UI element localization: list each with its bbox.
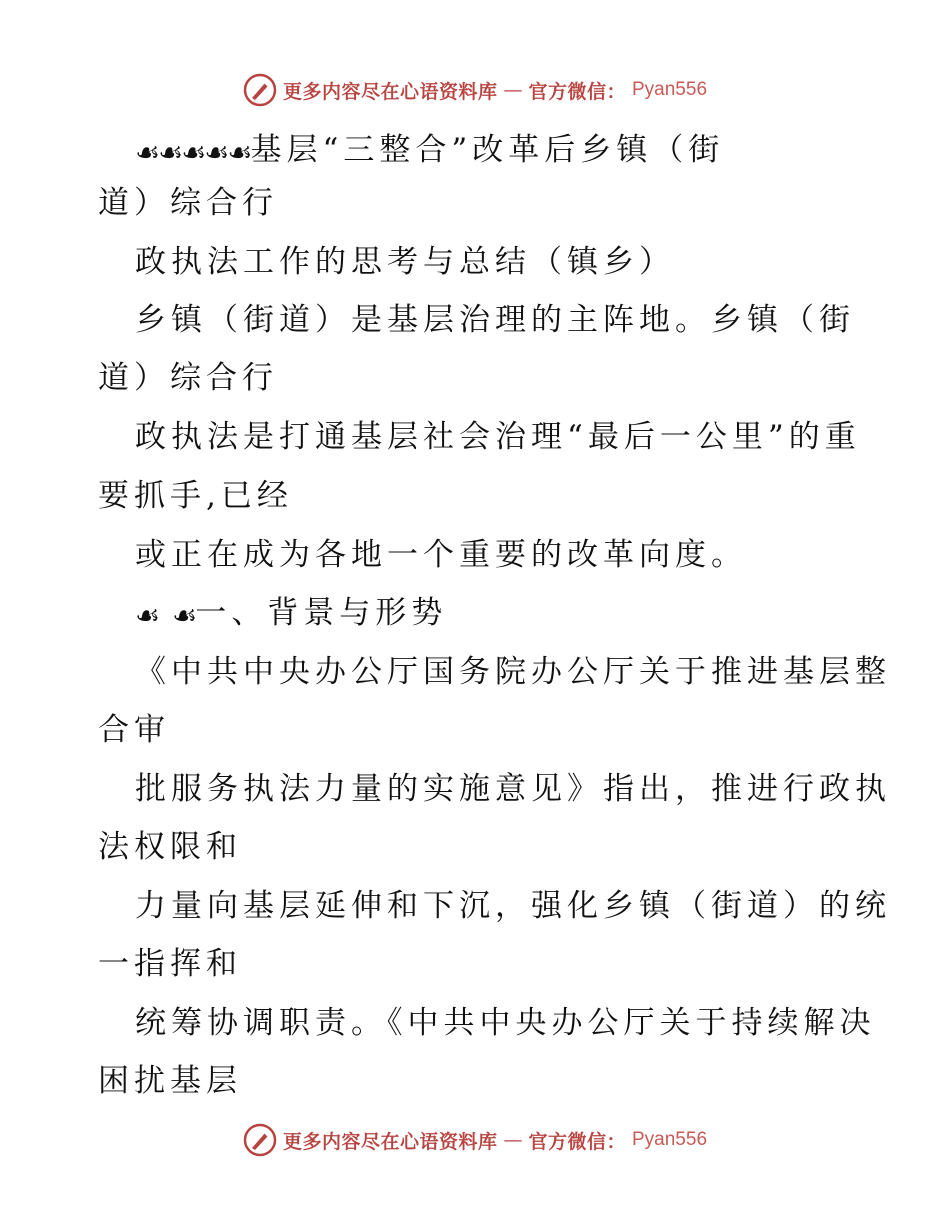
floral-ornament-icon: ☙ [135,599,159,632]
title-line-1 [135,130,724,170]
banner-label: 官方微信： [528,1130,626,1153]
header-watermark-banner [0,70,950,110]
paragraph-line: 合审 [98,712,170,748]
banner-handle: Pyan556 [632,1129,708,1150]
subtitle-line: 政执法工作的思考与总结（镇乡） [135,244,675,280]
paragraph-line: 道）综合行 [98,360,278,396]
title-line-2: 道）综合行 [98,185,278,221]
banner-label: 官方微信： [528,80,626,103]
banner-text: 更多内容尽在心语资料库 [282,1130,498,1153]
paragraph-line: 要抓手,已经 [98,478,293,514]
banner-handle: Pyan556 [632,79,708,100]
banner-separator: — [503,79,523,101]
pen-logo-icon [243,1123,277,1157]
paragraph-line: 力量向基层延伸和下沉，强化乡镇（街道）的统 [135,888,891,924]
paragraph-line: 乡镇（街道）是基层治理的主阵地。乡镇（街 [135,302,855,338]
title-text-1: 基层“三整合”改革后乡镇（街 [250,132,725,168]
banner-separator: — [503,1129,523,1151]
footer-watermark-banner [0,1120,950,1160]
floral-ornament-icon: ☙☙☙☙☙ [135,136,251,169]
paragraph-line: 一指挥和 [98,946,242,982]
paragraph-line: 法权限和 [98,829,242,865]
paragraph-line: 或正在成为各地一个重要的改革向度。 [135,537,747,573]
pen-logo-icon [243,73,277,107]
paragraph-line: 困扰基层 [98,1063,242,1099]
banner-text: 更多内容尽在心语资料库 [282,80,498,103]
section-heading-text: 一、背景与形势 [195,595,448,631]
paragraph-line: 政执法是打通基层社会治理“最后一公里”的重 [135,419,861,455]
floral-ornament-icon: ☙ [172,599,196,632]
paragraph-line: 统筹协调职责。《中共中央办公厅关于持续解决 [135,1005,876,1041]
paragraph-line: 《中共中央办公厅国务院办公厅关于推进基层整 [135,654,891,690]
section-heading-line [135,593,447,633]
paragraph-line: 批服务执法力量的实施意见》指出，推进行政执 [135,771,891,807]
